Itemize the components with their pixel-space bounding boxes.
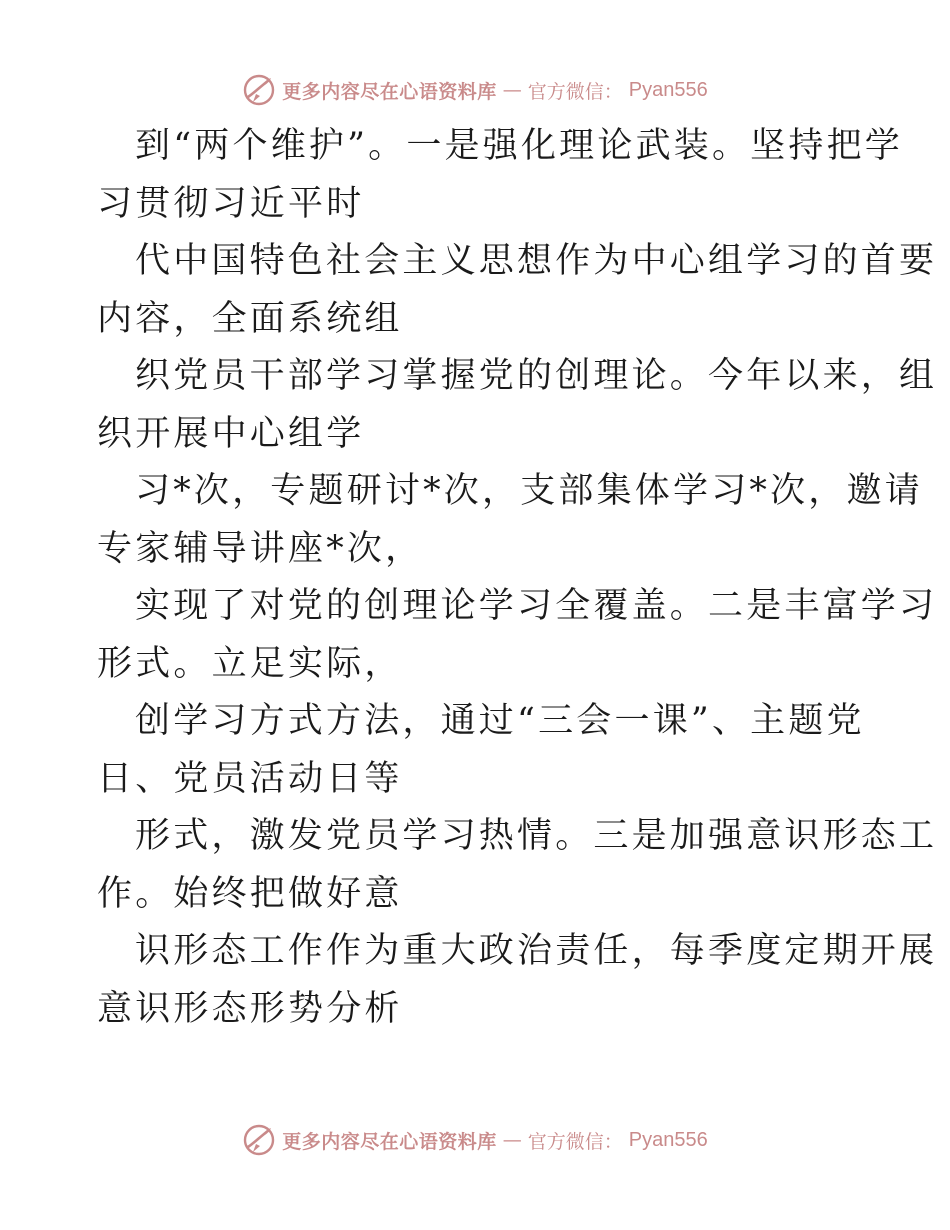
quill-pen-emblem-icon [242, 1123, 276, 1157]
watermark-lead-text: 更多内容尽在心语资料库 [282, 80, 497, 103]
watermark-dash: — [502, 79, 522, 101]
text-line: 识形态工作作为重大政治责任，每季度定期开展 [135, 931, 938, 971]
text-line: 代中国特色社会主义思想作为中心组学习的首要 [135, 241, 938, 281]
text-line: 意识形态形势分析 [97, 988, 403, 1029]
text-line: 到“两个维护”。一是强化理论武装。坚持把学 [135, 126, 903, 166]
text-line: 内容，全面系统组 [97, 298, 403, 339]
watermark-dash: — [502, 1129, 522, 1151]
document-body [97, 118, 938, 1038]
watermark-wechat-handle: Pyan556 [628, 78, 708, 101]
watermark-lead-text: 更多内容尽在心语资料库 [282, 1130, 497, 1153]
text-line: 形式，激发党员学习热情。三是加强意识形态工 [135, 816, 938, 856]
watermark-header [0, 70, 950, 110]
text-line: 习*次，专题研讨*次，支部集体学习*次，邀请 [135, 471, 923, 511]
text-line: 形式。立足实际， [97, 643, 403, 684]
text-line: 织党员干部学习掌握党的创理论。今年以来，组 [135, 356, 938, 396]
text-line: 创学习方式方法，通过“三会一课”、主题党 [135, 701, 865, 741]
quill-pen-emblem-icon [242, 73, 276, 107]
text-line: 专家辅导讲座*次， [97, 528, 424, 569]
watermark-footer [0, 1120, 950, 1160]
watermark-wechat-handle: Pyan556 [628, 1128, 708, 1151]
watermark-tail-text: 官方微信： [527, 1130, 623, 1153]
text-line: 习贯彻习近平时 [97, 183, 365, 224]
text-line: 织开展中心组学 [97, 413, 365, 454]
watermark-tail-text: 官方微信： [527, 80, 623, 103]
text-line: 作。始终把做好意 [97, 873, 403, 914]
text-line: 实现了对党的创理论学习全覆盖。二是丰富学习 [135, 586, 938, 626]
text-line: 日、党员活动日等 [97, 758, 403, 799]
